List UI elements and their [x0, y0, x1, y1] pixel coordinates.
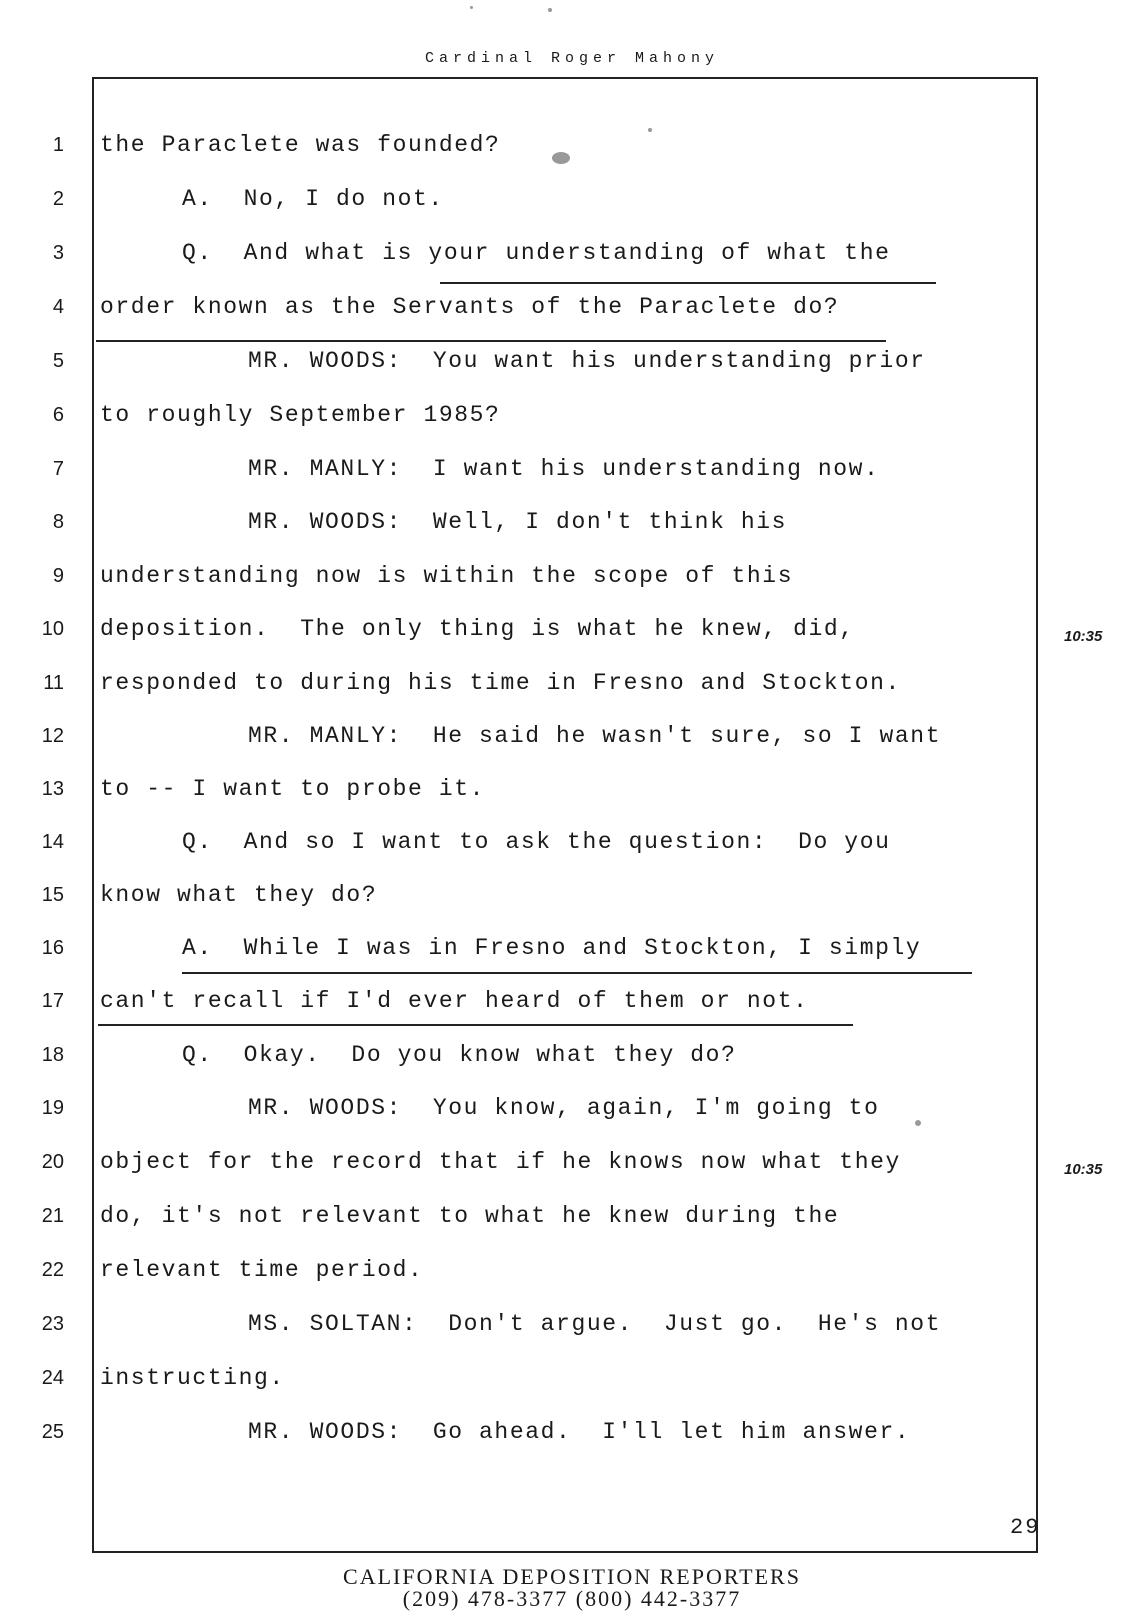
- transcript-line: Q. And so I want to ask the question: Do you: [182, 829, 891, 855]
- scan-speck: [648, 128, 652, 132]
- document-header-title: Cardinal Roger Mahony: [424, 50, 720, 67]
- handwritten-underline: [182, 972, 972, 974]
- line-number: 3: [52, 242, 64, 264]
- transcript-line: responded to during his time in Fresno and Stockton.: [100, 670, 901, 696]
- transcript-line: object for the record that if he knows now what they: [100, 1149, 901, 1175]
- line-number: 10: [41, 618, 64, 640]
- line-number: 17: [41, 990, 64, 1012]
- timestamp: 10:35: [1064, 1161, 1103, 1178]
- line-number: 9: [52, 565, 64, 587]
- transcript-line: instructing.: [100, 1365, 285, 1391]
- line-number: 22: [41, 1259, 64, 1281]
- transcript-line: do, it's not relevant to what he knew during the: [100, 1203, 840, 1229]
- transcript-line: MR. WOODS: Well, I don't think his: [248, 509, 788, 535]
- line-number: 5: [52, 350, 64, 372]
- scan-speck: [470, 6, 473, 9]
- line-number: 1: [52, 134, 64, 156]
- transcript-line: MR. WOODS: Go ahead. I'll let him answer.: [248, 1419, 911, 1445]
- scan-speck: [548, 8, 552, 12]
- transcript-line: to -- I want to probe it.: [100, 776, 486, 802]
- page-number: 29: [1010, 1515, 1041, 1540]
- handwritten-underline: [98, 1024, 853, 1026]
- transcript-line: Q. And what is your understanding of what the: [182, 240, 891, 266]
- transcript-line: relevant time period.: [100, 1257, 424, 1283]
- transcript-line: deposition. The only thing is what he knew, did,: [100, 616, 855, 642]
- transcript-line: A. While I was in Fresno and Stockton, I simply: [182, 935, 922, 961]
- line-number: 20: [41, 1151, 64, 1173]
- line-number: 4: [52, 296, 64, 318]
- line-number: 8: [52, 511, 64, 533]
- line-number: 21: [41, 1205, 64, 1227]
- handwritten-underline: [440, 282, 936, 284]
- line-number: 25: [41, 1421, 64, 1443]
- line-number: 19: [41, 1097, 64, 1119]
- footer-phones: (209) 478-3377 (800) 442-3377: [402, 1586, 742, 1611]
- line-number: 7: [52, 458, 64, 480]
- transcript-line: order known as the Servants of the Paraclete do?: [100, 294, 840, 320]
- transcript-line: can't recall if I'd ever heard of them or not.: [100, 988, 809, 1014]
- line-number: 15: [41, 884, 64, 906]
- line-number: 18: [41, 1044, 64, 1066]
- scan-speck: [552, 152, 570, 164]
- transcript-line: Q. Okay. Do you know what they do?: [182, 1042, 737, 1068]
- line-number: 6: [52, 404, 64, 426]
- line-number: 11: [43, 672, 64, 694]
- transcript-line: to roughly September 1985?: [100, 402, 501, 428]
- footer-company: CALIFORNIA DEPOSITION REPORTERS: [343, 1564, 801, 1589]
- line-number: 16: [41, 937, 64, 959]
- transcript-line: A. No, I do not.: [182, 186, 444, 212]
- handwritten-underline: [96, 340, 886, 342]
- line-number: 23: [41, 1313, 64, 1335]
- line-number: 24: [41, 1367, 64, 1389]
- timestamp: 10:35: [1064, 628, 1103, 645]
- transcript-line: know what they do?: [100, 882, 378, 908]
- transcript-line: MS. SOLTAN: Don't argue. Just go. He's not: [248, 1311, 942, 1337]
- transcript-line: MR. WOODS: You know, again, I'm going to: [248, 1095, 880, 1121]
- transcript-line: MR. MANLY: He said he wasn't sure, so I want: [248, 723, 942, 749]
- line-number: 12: [41, 725, 64, 747]
- line-number: 14: [41, 831, 64, 853]
- transcript-line: the Paraclete was founded?: [100, 132, 501, 158]
- transcript-line: MR. WOODS: You want his understanding prior: [248, 348, 926, 374]
- scan-speck: [915, 1120, 921, 1126]
- line-number: 13: [41, 778, 64, 800]
- transcript-line: MR. MANLY: I want his understanding now.: [248, 456, 880, 482]
- line-number: 2: [52, 188, 64, 210]
- transcript-line: understanding now is within the scope of this: [100, 563, 794, 589]
